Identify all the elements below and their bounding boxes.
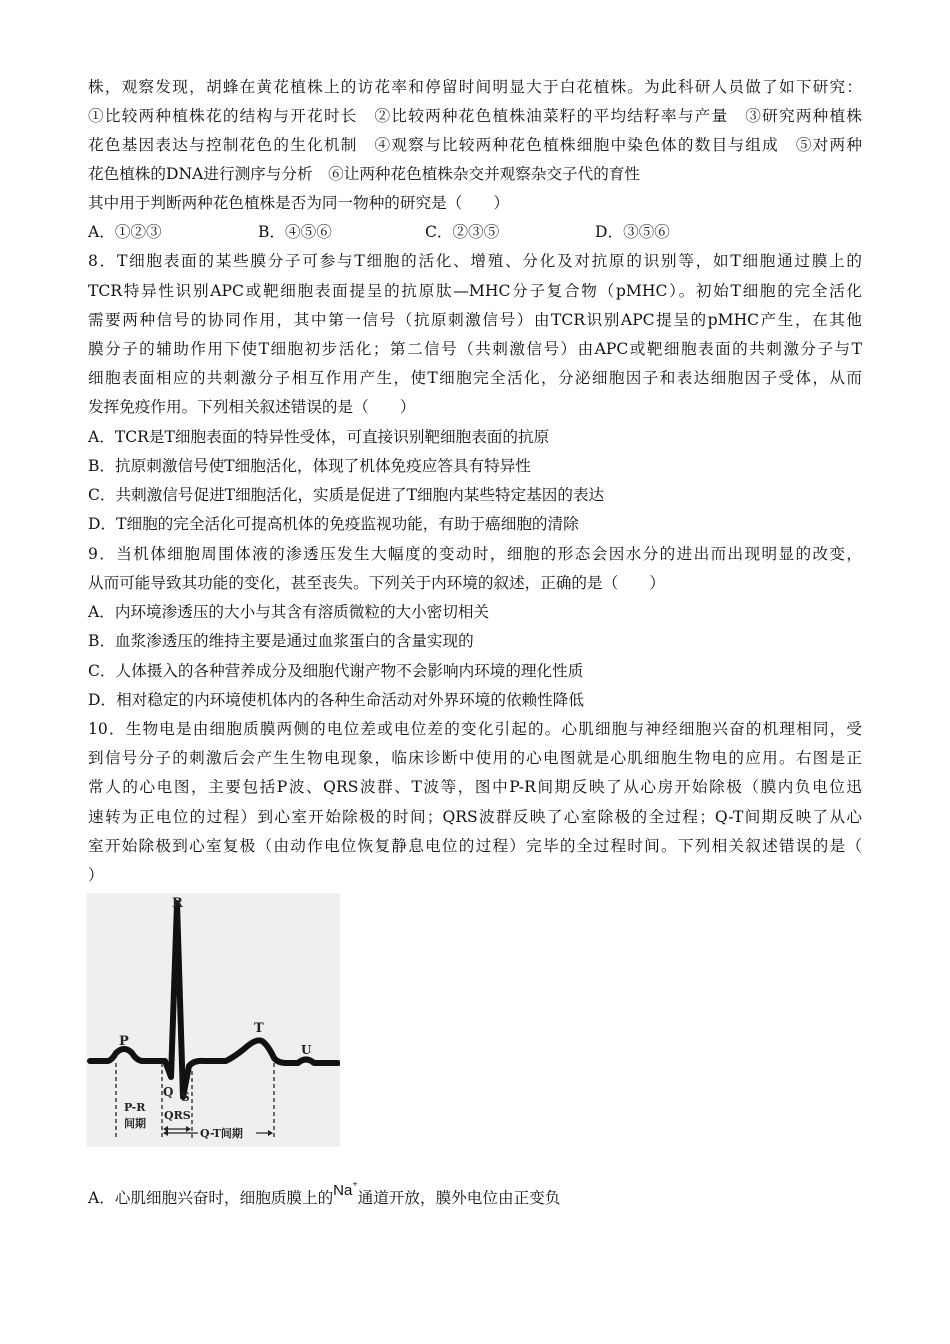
ecg-waveform (90, 903, 338, 1097)
q8-stem-line-4: 膜分子的辅助作用下使T细胞初步活化；第二信号（共刺激信号）由APC或靶细胞表面的共刺激分子与T (88, 340, 862, 358)
q10-stem-line-5: 室开始除极到心室复极（由动作电位恢复静息电位的过程）完毕的全过程时间。下列相关叙述错误的是（ (88, 837, 862, 855)
q8-stem-line-1: 8．T细胞表面的某些膜分子可参与T细胞的活化、增殖、分化及对抗原的识别等，如T细胞通过膜上的 (88, 252, 862, 270)
qt-arrow-left-head (163, 1130, 168, 1136)
label-qrs: QRS (164, 1109, 191, 1122)
q7-option-d: D．③⑤⑥ (595, 223, 670, 241)
q10-stem-line-1: 10．生物电是由细胞质膜两侧的电位差或电位差的变化引起的。心肌细胞与神经细胞兴奋的机理相同，受 (88, 720, 862, 738)
q8-option-a: A．TCR是T细胞表面的特异性受体，可直接识别靶细胞表面的抗原 (88, 428, 550, 446)
ecg-diagram (86, 893, 340, 1147)
ecg-figure (86, 893, 340, 1147)
q8-stem-line-3: 需要两种信号的协同作用，其中第一信号（抗原刺激信号）由TCR识别APC提呈的pMHC产生，在其他 (88, 311, 862, 329)
q7-prompt: 其中用于判断两种花色植株是否为同一物种的研究是（ ） (88, 194, 510, 212)
label-p: P (119, 1034, 129, 1049)
q7-intro-line-2: ①比较两种植株花的结构与开花时长 ②比较两种花色植株油菜籽的平均结籽率与产量 ③研究两种植株 (88, 107, 862, 125)
sodium-symbol: Na (333, 1182, 353, 1199)
qt-arrow-right-head (268, 1130, 273, 1136)
q8-stem-line-2: TCR特异性识别APC或靶细胞表面提呈的抗原肽—MHC分子复合物（pMHC）。初始T细胞的完全活化 (88, 282, 862, 300)
q9-stem-line-2: 从而可能导致其功能的变化，甚至丧失。下列关于内环境的叙述，正确的是（ ） (88, 574, 665, 592)
q7-option-b: B．④⑤⑥ (258, 223, 332, 241)
q7-option-c: C．②③⑤ (425, 223, 500, 241)
label-s: S (181, 1090, 190, 1104)
label-t: T (254, 1021, 264, 1036)
q9-option-c: C．人体摄入的各种营养成分及细胞代谢产物不会影响内环境的理化性质 (88, 662, 584, 680)
q7-options (88, 222, 670, 242)
q7-intro-line-4: 花色植株的DNA进行测序与分析 ⑥让两种花色植株杂交并观察杂交子代的育性 (88, 165, 641, 183)
label-qt: Q-T间期 (200, 1127, 243, 1140)
q10-option-a (88, 1179, 561, 1209)
q10-stem-line-3: 常人的心电图，主要包括P波、QRS波群、T波等，图中P-R间期反映了从心房开始除极（膜内负电位迅 (88, 778, 862, 796)
q10-stem-line-6: ） (88, 866, 104, 884)
q7-intro-line-1: 株，观察发现，胡蜂在黄花植株上的访花率和停留时间明显大于白花植株。为此科研人员做了如下研究： (88, 78, 862, 96)
q9-option-d: D．相对稳定的内环境使机体内的各种生命活动对外界环境的依赖性降低 (88, 691, 584, 709)
q8-option-b: B．抗原刺激信号使T细胞活化，体现了机体免疫应答具有特异性 (88, 457, 531, 475)
q7-intro-line-3: 花色基因表达与控制花色的生化机制 ④观察与比较两种花色植株细胞中染色体的数目与组成 ⑤对两种 (88, 136, 862, 154)
q7-option-a: A．①②③ (88, 223, 162, 241)
q8-option-c: C．共刺激信号促进T细胞活化，实质是促进了T细胞内某些特定基因的表达 (88, 486, 605, 504)
label-pr-top: P-R (124, 1101, 146, 1114)
q8-stem-line-6: 发挥免疫作用。下列相关叙述错误的是（ ） (88, 398, 416, 416)
q9-option-a: A．内环境渗透压的大小与其含有溶质微粒的大小密切相关 (88, 603, 490, 621)
sodium-charge: + (352, 1179, 358, 1189)
q8-stem-line-5: 细胞表面相应的共刺激分子相互作用产生，使T细胞完全活化，分泌细胞因子和表达细胞因子受体，从而 (88, 369, 862, 387)
q10-option-a-text-after: 通道开放，膜外电位由正变负 (357, 1189, 561, 1207)
q10-option-a-text-before: A．心肌细胞兴奋时，细胞质膜上的 (88, 1189, 334, 1207)
q9-option-b: B．血浆渗透压的维持主要是通过血浆蛋白的含量实现的 (88, 632, 474, 650)
label-r: R (172, 896, 183, 911)
label-q: Q (163, 1085, 174, 1099)
q9-stem-line-1: 9．当机体细胞周围体液的渗透压发生大幅度的变动时，细胞的形态会因水分的进出而出现明显的改变， (88, 545, 862, 563)
q10-stem-line-2: 到信号分子的刺激后会产生生物电现象，临床诊断中使用的心电图就是心肌细胞生物电的应用。右图是正 (88, 749, 862, 767)
q8-option-d: D．T细胞的完全活化可提高机体的免疫监视功能，有助于癌细胞的清除 (88, 515, 579, 533)
label-pr-bottom: 间期 (124, 1117, 146, 1130)
sodium-ion (333, 1179, 358, 1199)
q10-stem-line-4: 速转为正电位的过程）到心室开始除极的时间；QRS波群反映了心室除极的全过程；Q-T间期反映了从心 (88, 808, 862, 826)
qrs-arrow-right-head (186, 1126, 191, 1132)
label-u: U (301, 1043, 312, 1057)
